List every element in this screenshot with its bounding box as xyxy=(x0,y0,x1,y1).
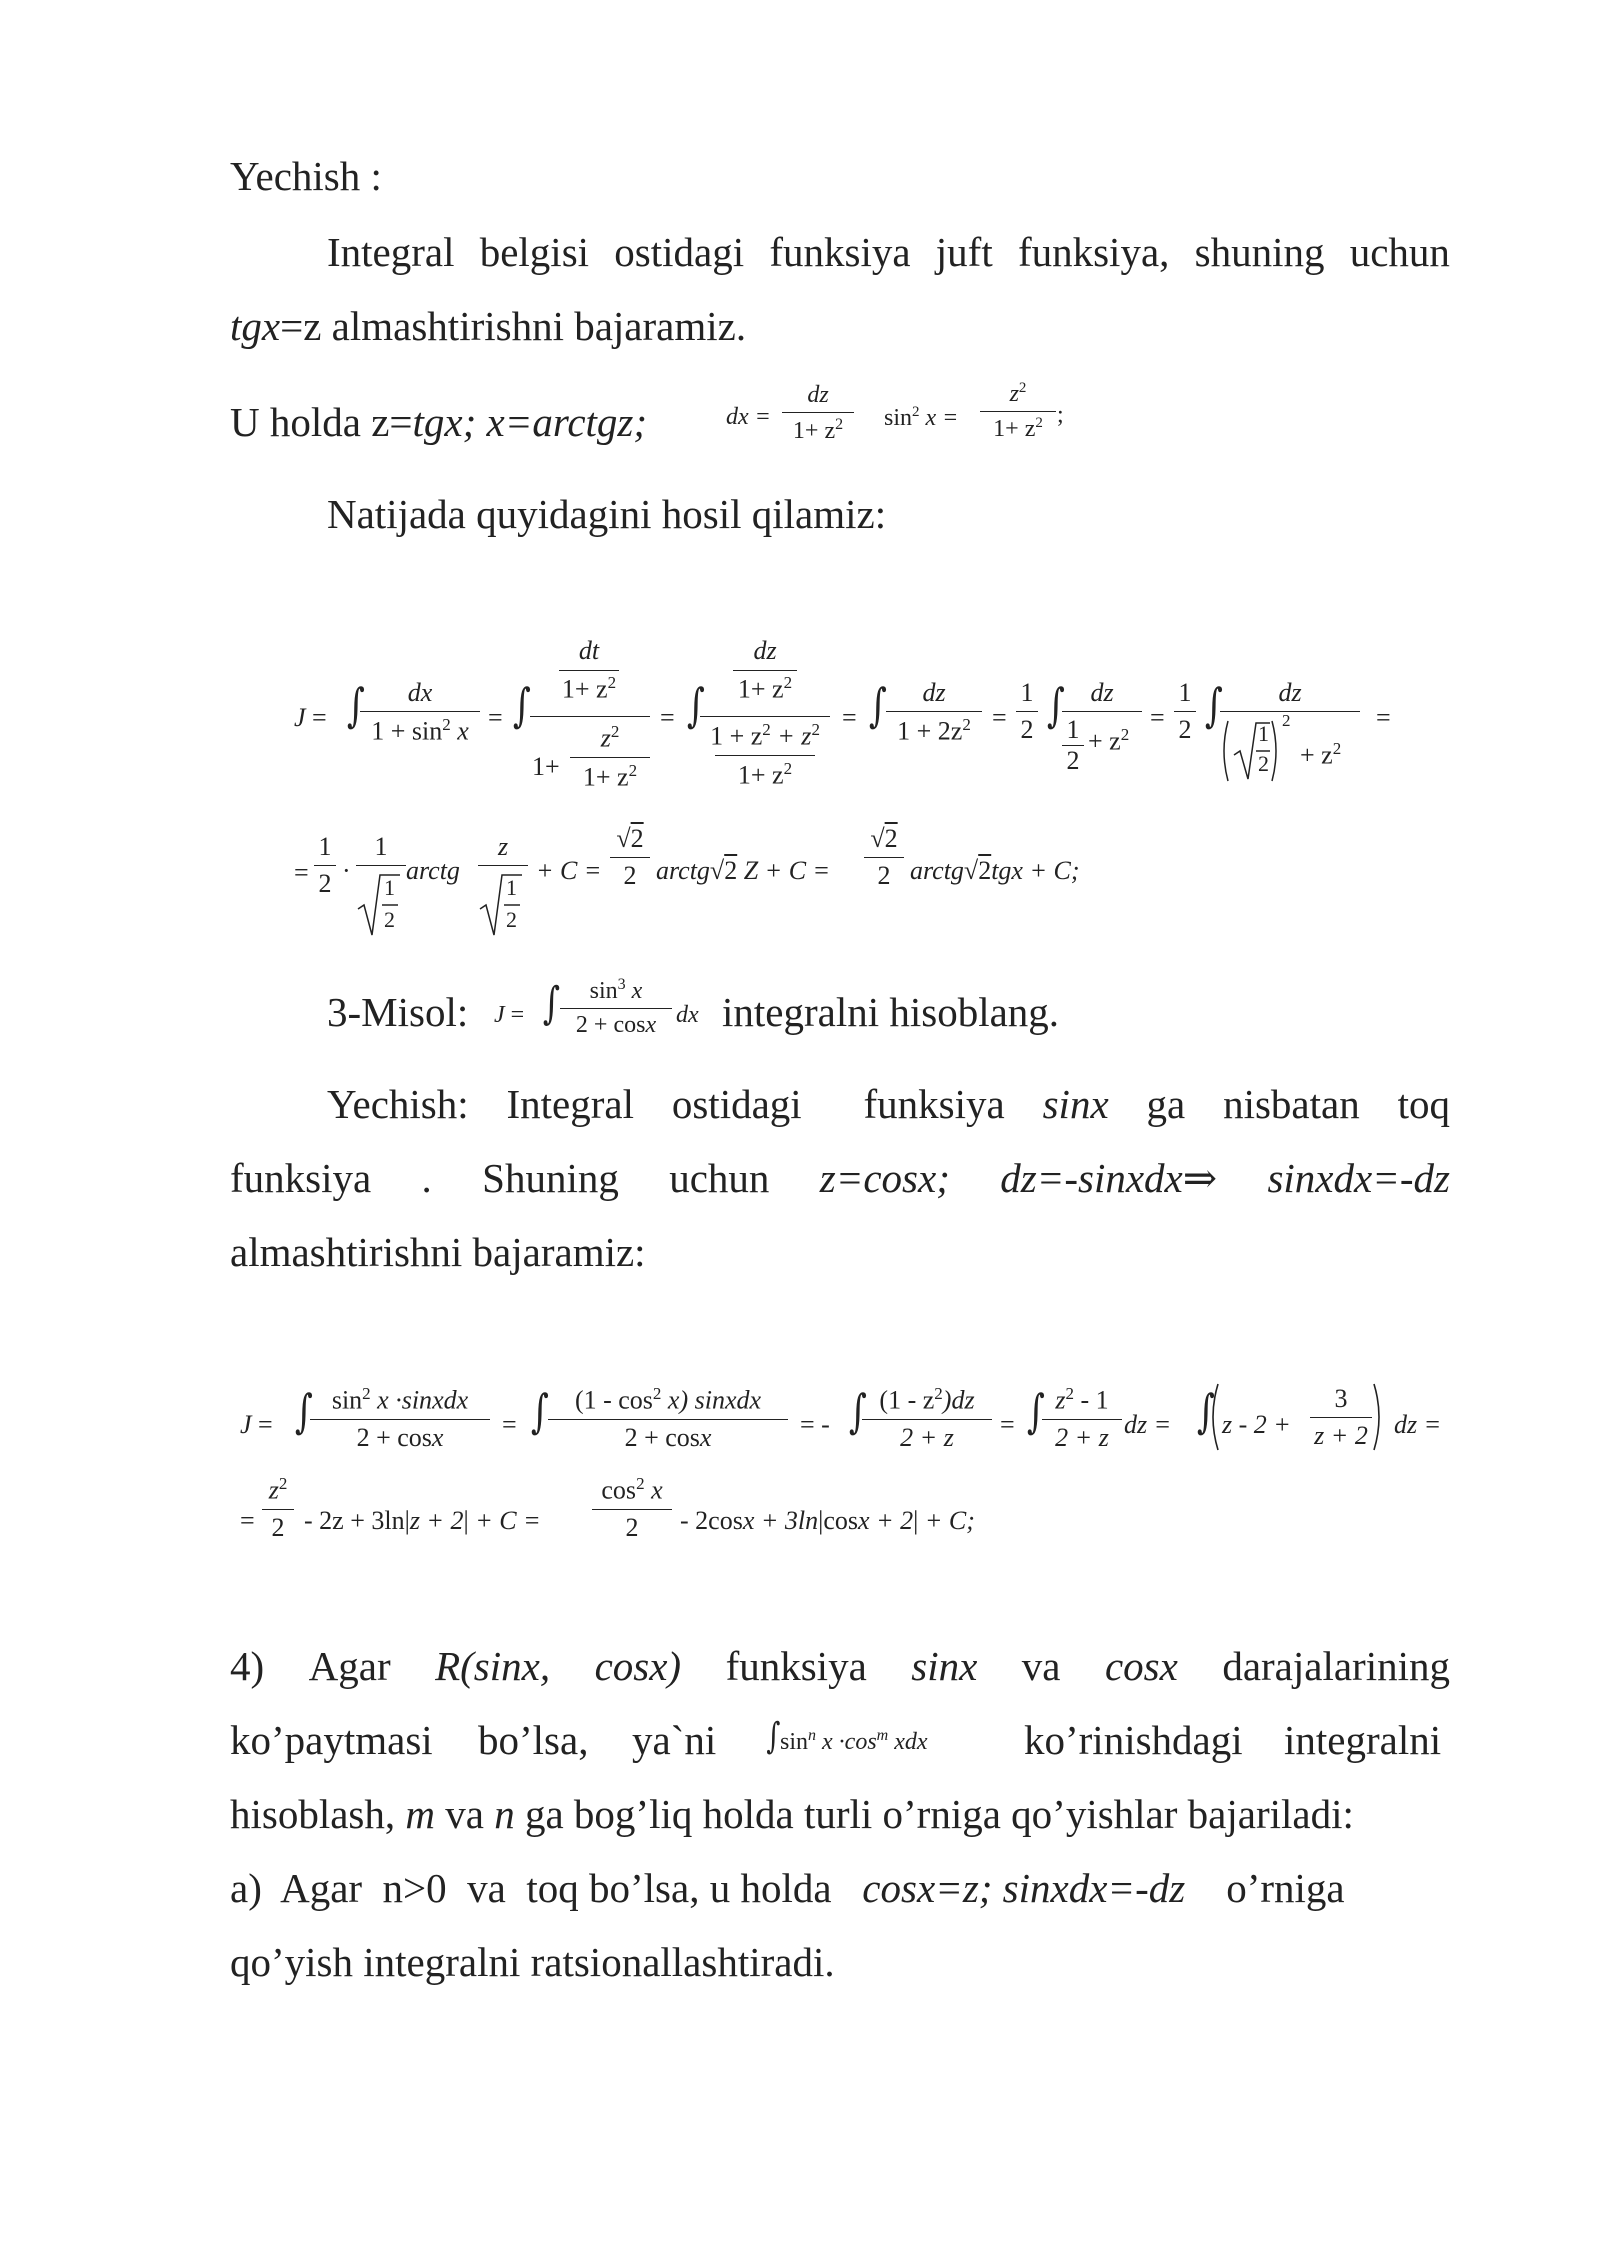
eq1-frac3-bottom: $1 + z^2 + z^2$ $1+ z^2$ xyxy=(710,720,820,790)
dx-fraction: dz $1+ z^2$ xyxy=(782,382,854,445)
eq3-eqm: = - xyxy=(800,1410,830,1439)
eq4-frac2: $\cos^2 x$ 2 xyxy=(592,1474,672,1543)
eq1-frac3-top: dz $1+ z^2$ xyxy=(700,636,830,705)
bolsa-word: bo’lsa, xyxy=(478,1717,589,1763)
paragraph-line-2 xyxy=(230,302,746,351)
integral-sign: ∫ xyxy=(1196,1384,1215,1438)
eq1-eq: = xyxy=(660,703,675,732)
heading-yechish: Yechish : xyxy=(230,153,382,199)
integralni-word: integralni xyxy=(1284,1717,1442,1763)
word: funksiya xyxy=(769,229,911,275)
integral-sign: ∫ xyxy=(1046,678,1065,732)
eq1-frac6: dz 1 2 2 + $z^2$ xyxy=(1220,678,1360,785)
semicolon: ; xyxy=(1057,402,1064,428)
misol-label: 3-Misol: xyxy=(327,989,469,1035)
eq1-frac5: dz 1 2 + $z^2$ xyxy=(1062,678,1142,765)
eq1-half: 1 2 xyxy=(1016,678,1038,745)
eq2-inv-sqrt: 1 1 2 xyxy=(356,832,406,939)
eq3-frac2: $(1 - \cos^2 x)$ sinxdx 2 + cosx xyxy=(548,1384,788,1453)
eq4-rest2: - 2cosx + 3ln|cosx + 2| + C; xyxy=(680,1506,975,1535)
integral-sign: ∫ xyxy=(346,678,365,732)
point-a-line: a) Agar n>0 va toq bo’lsa, u holda cosx=z; sinxdx=-dz o’rniga xyxy=(230,1865,1345,1911)
paragraph-line-1 xyxy=(327,228,1450,277)
eq1-eq: = xyxy=(842,703,857,732)
word: shuning xyxy=(1194,229,1325,275)
u-holda-label: U holda z= xyxy=(230,399,413,445)
word: uchun xyxy=(1349,229,1450,275)
eq4-rest: - 2z + 3ln|z + 2| + C = xyxy=(304,1506,541,1535)
word: funksiya, xyxy=(1017,229,1170,275)
yechish-line: Yechish: Integral ostidagi funksiya sinx ga nisbatan toq xyxy=(327,1081,1450,1127)
sin2-fraction: $z^2$ $1+ z^2$ xyxy=(980,380,1056,443)
sin2-formula: $\sin^2 x$ = xyxy=(884,404,959,431)
kopaytmasi-word: ko’paytmasi xyxy=(230,1717,433,1763)
funksiya-line: funksiya . Shuning uchun z=cosx; dz=-sinxdx⇒ sinxdx=-dz xyxy=(230,1155,1450,1201)
integral-sign: ∫ xyxy=(848,1384,867,1438)
eq1-eq: = xyxy=(488,703,503,732)
korinishdagi-word: ko’rinishdagi xyxy=(1024,1717,1243,1763)
eq2-eq: = xyxy=(294,858,309,887)
substitution-text: =z almashtirishni bajaramiz. xyxy=(280,303,747,349)
u-holda-line xyxy=(230,398,647,447)
word: ostidagi xyxy=(614,229,745,275)
eq1-J: J = xyxy=(294,703,327,732)
eq4-eq: = xyxy=(240,1506,255,1535)
integral-sign: ∫ xyxy=(542,978,561,1029)
misol-fraction: $\sin^3 x$ 2 + cosx xyxy=(560,976,672,1039)
point-4-line: 4) Agar R(sinx, cosx) funksiya sinx va cosx darajalarining xyxy=(230,1643,1450,1689)
eq2-z-over-sqrt: z 1 2 xyxy=(478,832,528,939)
eq3-J: J = xyxy=(240,1410,273,1439)
eq2-sqrt2-half: √2 2 xyxy=(864,824,904,891)
eq4-frac1: $z^2$ 2 xyxy=(262,1474,294,1543)
eq3-dz: dz = xyxy=(1124,1410,1172,1439)
integral-sign: ∫ xyxy=(530,1384,549,1438)
misol-dx: dx xyxy=(676,1002,699,1028)
tgx-text: tgx xyxy=(230,303,281,349)
cdot: · xyxy=(342,856,351,885)
word: juft xyxy=(935,229,993,275)
arctg-label: arctg xyxy=(406,856,460,885)
misol-text: integralni hisoblang. xyxy=(722,989,1060,1035)
eq2-arctg2: arctg√2 Z + C = xyxy=(656,856,831,885)
integral-sign: ∫ xyxy=(686,678,705,732)
fraction-bar xyxy=(700,716,830,717)
integral-sign: ∫ xyxy=(766,1716,781,1757)
eq1-frac4: dz $1 + 2z^2$ xyxy=(886,678,982,747)
almashtirish-line: almashtirishni bajaramiz: xyxy=(230,1229,646,1275)
integral-sign: ∫ xyxy=(868,678,887,732)
natijada-line: Natijada quyidagini hosil qilamiz: xyxy=(327,491,887,537)
left-paren xyxy=(1206,1380,1220,1454)
eq1-frac2-inner: $z^2$ $1+ z^2$ xyxy=(570,722,650,792)
eq1-half: 1 2 xyxy=(1174,678,1196,745)
hisoblash-line: hisoblash, m va n ga bog’liq holda turli o’rniga qo’yishlar bajariladi: xyxy=(230,1791,1354,1837)
eq2-half: 1 2 xyxy=(314,832,336,899)
eq3-frac5: 3 z + 2 xyxy=(1310,1384,1372,1451)
word: belgisi xyxy=(479,229,590,275)
eq2-tail: arctg√2tgx + C; xyxy=(910,856,1080,885)
integral-sign: ∫ xyxy=(294,1384,313,1438)
eq3-eq: = xyxy=(1000,1410,1015,1439)
integral-sign: ∫ xyxy=(512,678,531,732)
word: Integral xyxy=(327,229,455,275)
eq1-eq: = xyxy=(1150,703,1165,732)
qoyish-line: qo’yish integralni ratsionallashtiradi. xyxy=(230,1939,835,1985)
sin-cos-integral: $\sin^n x \cdot\cos^m$ xdx xyxy=(780,1727,928,1755)
eq1-eq: = xyxy=(992,703,1007,732)
eq3-frac1: $\sin^2 x$ ·sinxdx 2 + cosx xyxy=(310,1384,490,1453)
eq3-frac3: $(1 - z^2)dz$ 2 + z xyxy=(862,1384,992,1453)
right-paren xyxy=(1372,1380,1386,1454)
eq1-frac1: dx $1 + \sin^2 x$ xyxy=(360,678,480,747)
eq2-pc: + C = xyxy=(536,856,602,885)
integral-sign: ∫ xyxy=(1204,678,1223,732)
eq2-sqrt2-half: √2 2 xyxy=(610,824,650,891)
yani-word: ya`ni xyxy=(632,1717,717,1763)
dx-formula: dx = xyxy=(726,404,771,430)
eq1-frac2-top: dt $1+ z^2$ xyxy=(530,636,648,705)
eq1-eq: = xyxy=(1376,703,1391,732)
eq1-frac2-one: 1+ xyxy=(532,752,560,781)
integral-sign: ∫ xyxy=(1026,1384,1045,1438)
u-holda-math: tgx; x=arctgz; xyxy=(412,399,648,445)
misol-J: J = xyxy=(494,1002,525,1028)
eq3-frac4: $z^2 - 1$ 2 + z xyxy=(1042,1384,1122,1453)
eq3-z2: z - 2 + xyxy=(1222,1410,1291,1439)
eq3-eq: = xyxy=(502,1410,517,1439)
eq3-dzeq: dz = xyxy=(1394,1410,1442,1439)
fraction-bar xyxy=(530,716,650,717)
